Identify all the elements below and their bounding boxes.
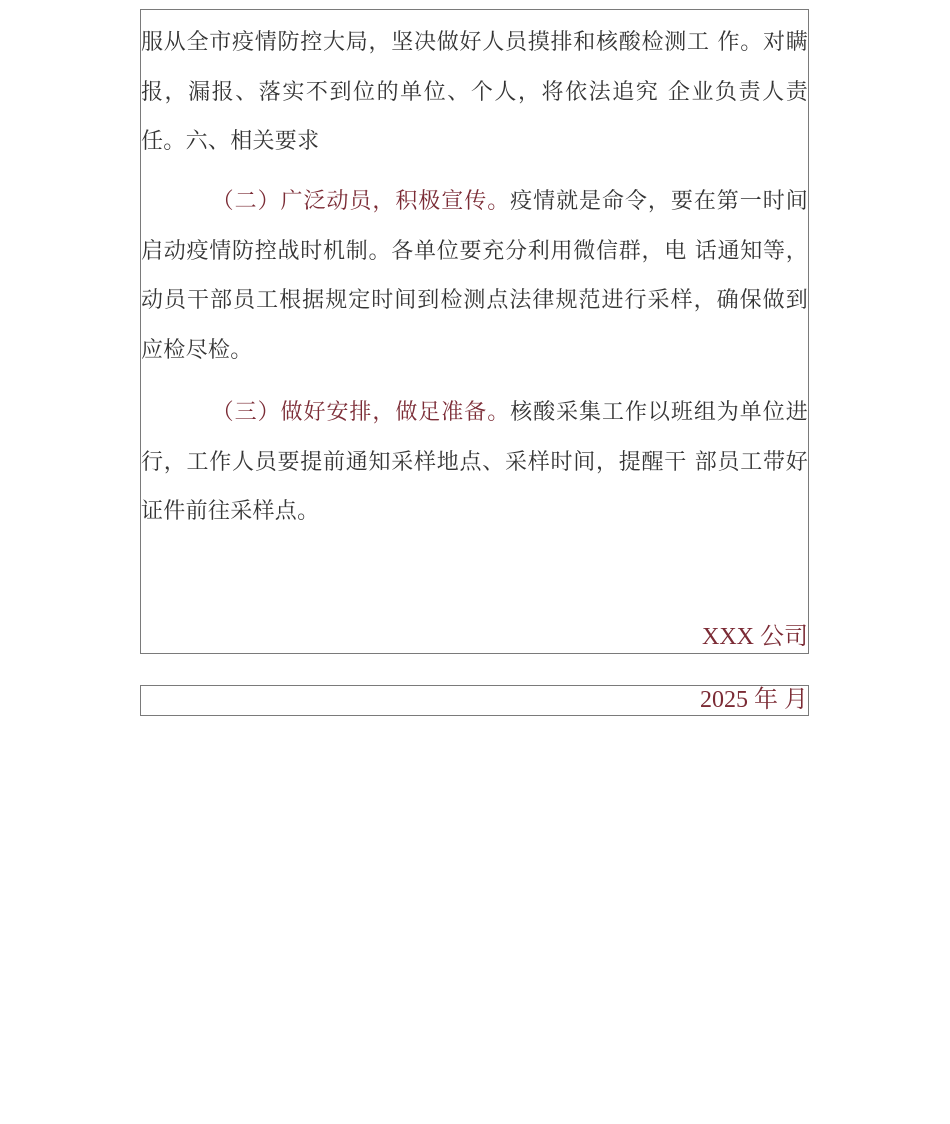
- section-heading-arrangement: （三）做好安排，做足准备。: [211, 400, 511, 425]
- paragraph-arrangement: [141, 388, 808, 537]
- paragraph-text: 服从全市疫情防控大局，坚决做好人员摸排和核酸检测工 作。对瞒报，漏报、落实不到位的单位、个人，将依法追究 企业负责人责任。六、相关要求: [141, 30, 808, 154]
- paragraph-requirements-intro: [141, 18, 808, 167]
- section-heading-mobilize: （二）广泛动员，积极宣传。: [211, 189, 511, 214]
- paragraph-mobilize: [141, 177, 808, 375]
- company-signature: XXX 公司: [702, 624, 808, 650]
- date-box: [140, 685, 809, 716]
- paragraph-text: 核酸采集工作以班组为单位进行，工作人员要提前通知采样地点、采样时间，提醒干 部员工带好证件前往采样点。: [141, 400, 808, 524]
- signature-date: 2025 年 月: [700, 687, 808, 713]
- paragraph-text: 疫情就是命令，要在第一时间启动疫情防控战时机制。各单位要充分利用微信群，电 话通知等，动员干部员工根据规定时间到检测点法律规范进行采样，确保做到应检尽检。: [141, 189, 808, 363]
- document-body-box: [140, 9, 809, 654]
